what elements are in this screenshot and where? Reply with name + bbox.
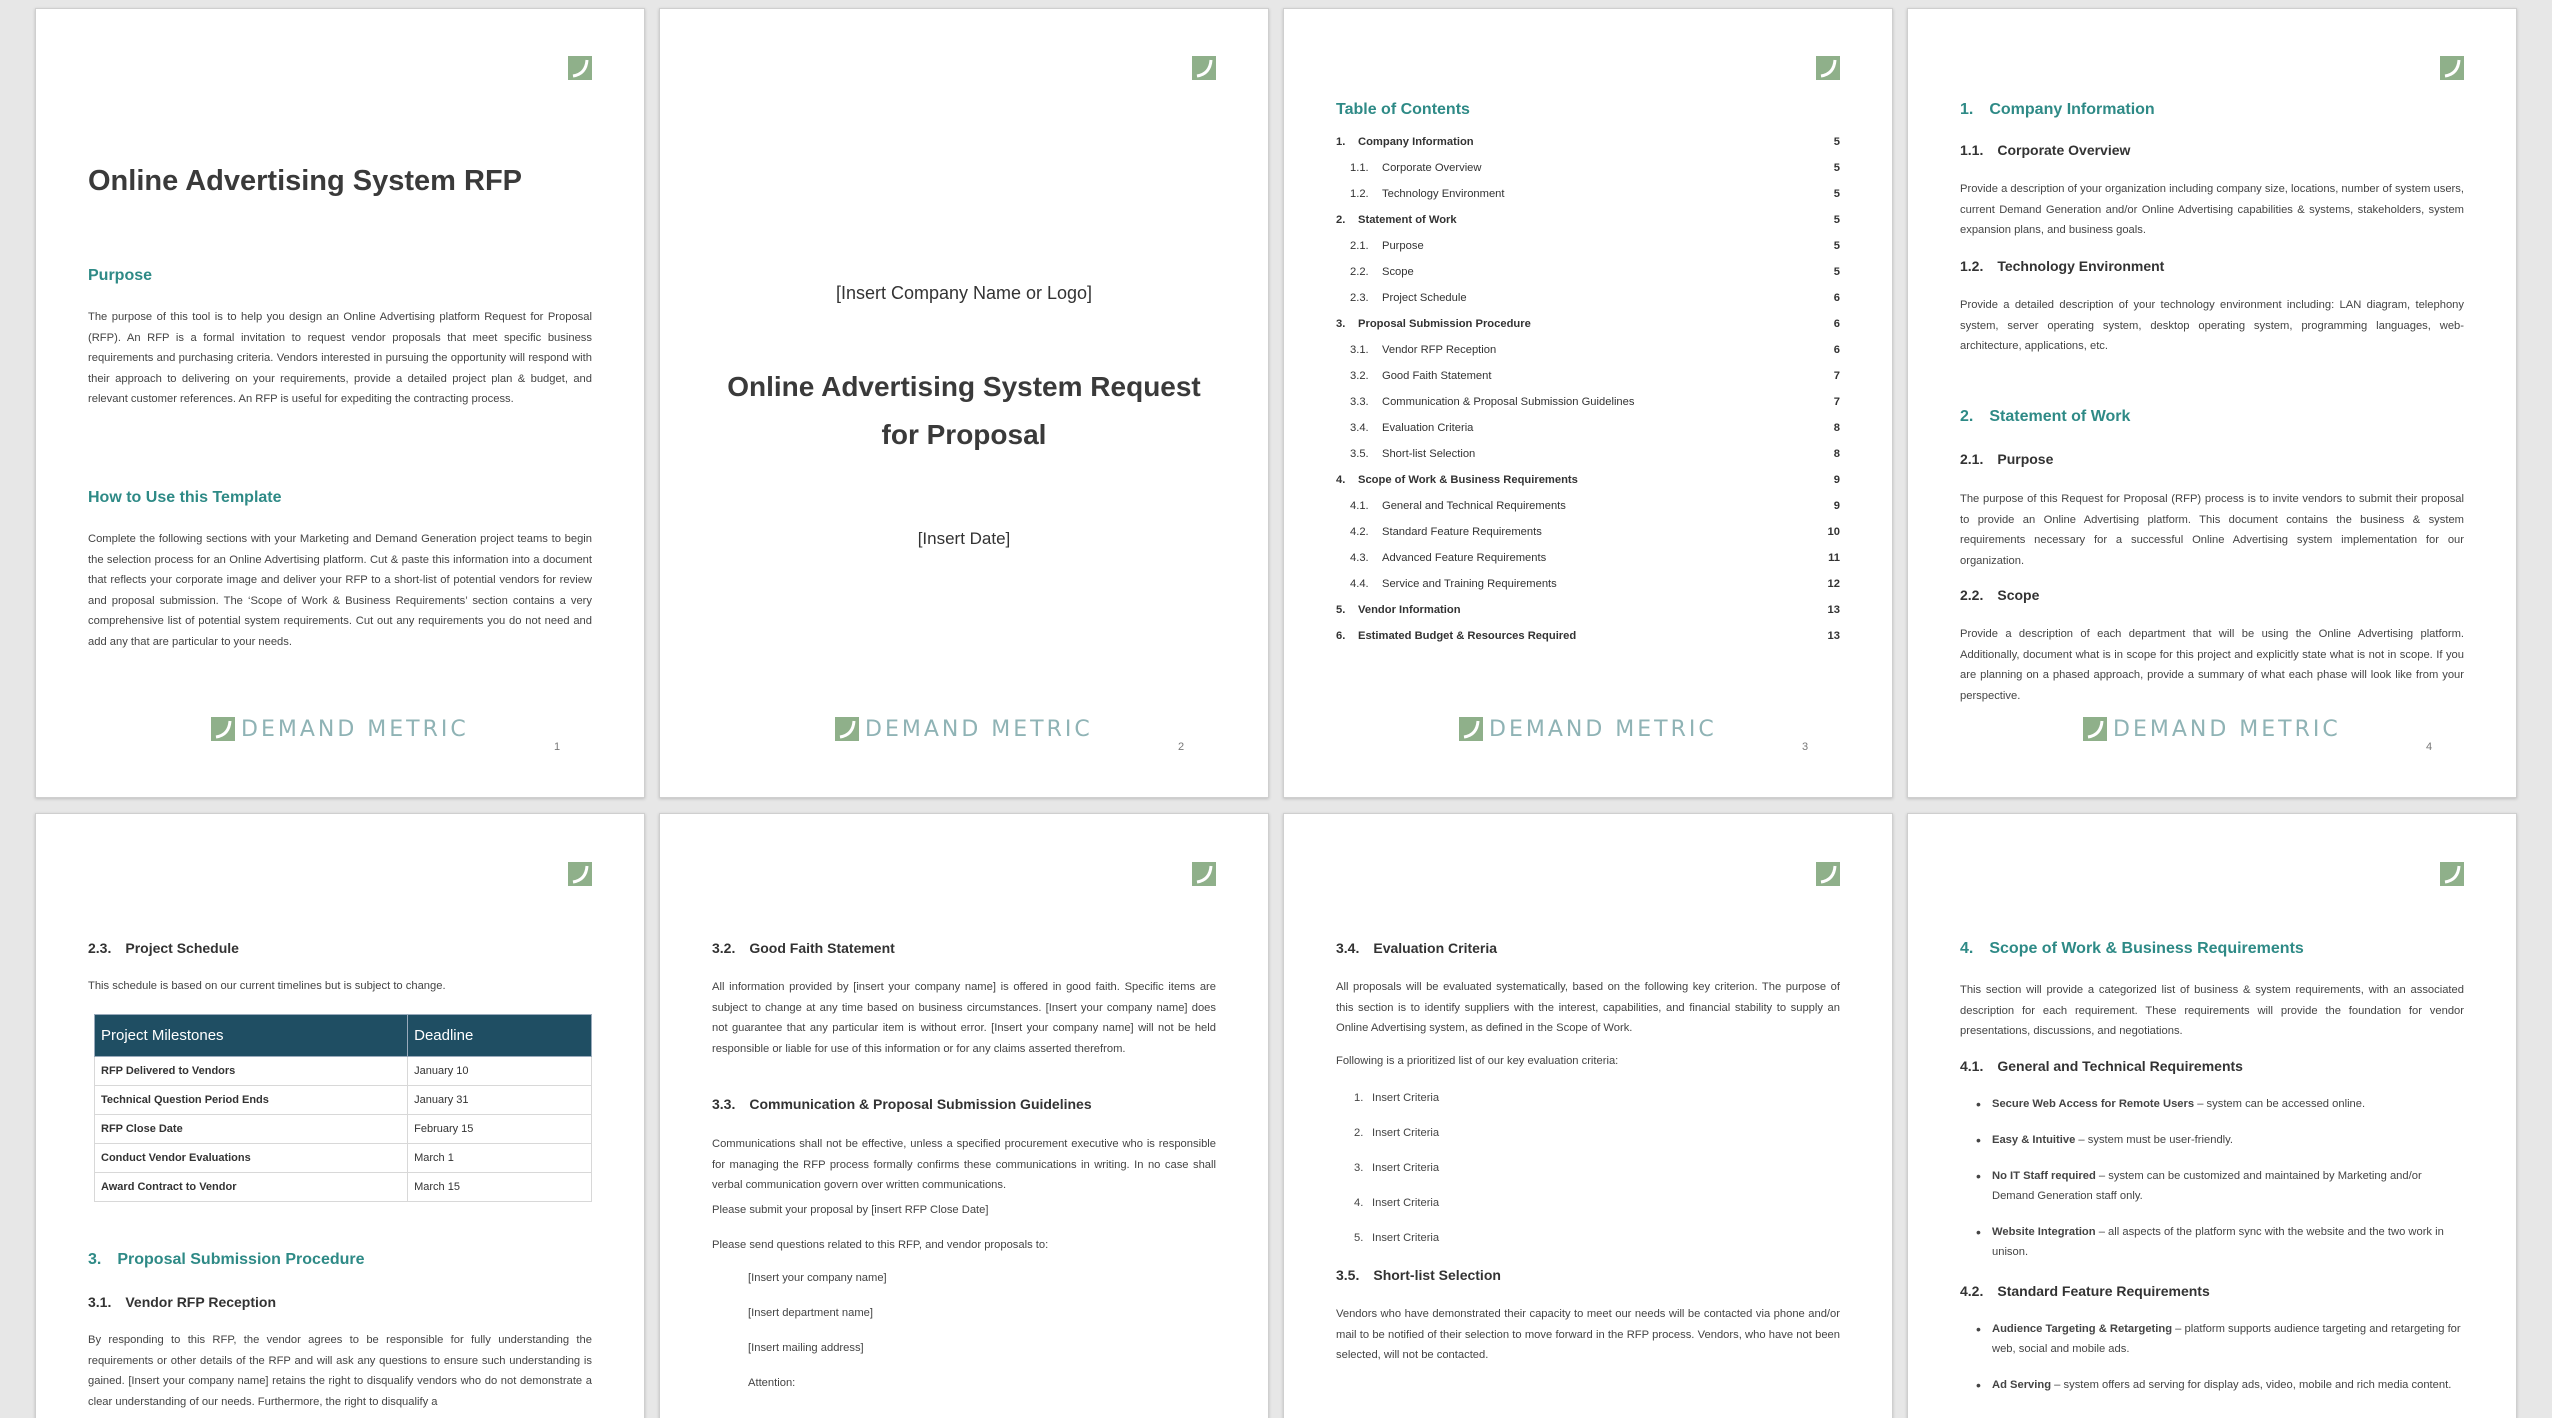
toc-entry-page: 8 — [1833, 422, 1840, 434]
toc-entry-page: 6 — [1833, 344, 1840, 356]
toc-entry-page: 5 — [1833, 136, 1840, 148]
demand-metric-logo-icon — [2440, 862, 2464, 886]
toc-entry-label: 3.2. Good Faith Statement — [1350, 370, 1492, 382]
toc-entry-label: 4.3. Advanced Feature Requirements — [1350, 552, 1547, 564]
toc-entry[interactable] — [1336, 493, 1840, 519]
purpose-text: The purpose of this tool is to help you design an Online Advertising platform Request for Proposal (RFP). An RFP is a formal invitation to request vendor proposals that meet specific business requirements and purchasing criteria. Vendors interested in pursuing the opportunity will respond with their approach to delivering on your requirements, provide a detailed project plan & budget, and relevant customer references. An RFP is useful for expediting the contracting process. — [88, 311, 592, 405]
list-item: • No IT Staff required – system can be customized and maintained by Marketing and/or Demand Generation staff only. — [1974, 1166, 2464, 1206]
toc-entry-label: 1. Company Information — [1336, 136, 1474, 148]
communication-text: Communications shall not be effective, unless a specified procurement executive who is responsible for managing the RFP process formally confirms these communications in writing. In no case shall verbal communication govern over written communications. — [712, 1138, 1216, 1191]
list-item: 2. Insert Criteria — [1354, 1126, 1440, 1139]
corporate-text: Provide a description of your organization including company size, locations, number of system users, current Demand Generation and/or Online Advertising capabilities & systems, stakeholders, system expansion plans, and business goals. — [1960, 183, 2464, 236]
table-header: Deadline — [408, 1015, 592, 1057]
toc-entry[interactable] — [1336, 285, 1840, 311]
heading-vendor-reception: 3.1. Vendor RFP Reception — [88, 1294, 277, 1310]
heading-project-schedule: 2.3. Project Schedule — [88, 940, 239, 956]
toc-entry[interactable] — [1336, 233, 1840, 259]
toc-entry-page: 9 — [1833, 474, 1840, 486]
toc-entry-label: 2.1. Purpose — [1350, 240, 1424, 252]
toc-entry-page: 7 — [1833, 396, 1840, 408]
list-item: • Website Integration – all aspects of the platform sync with the website and the two work in unison. — [1974, 1222, 2464, 1262]
toc-entry-label: 4.2. Standard Feature Requirements — [1350, 526, 1542, 538]
toc-entry-label: 2. Statement of Work — [1336, 214, 1457, 226]
page-number: 3 — [1802, 741, 1809, 753]
demand-metric-logo-icon — [211, 717, 235, 741]
milestones-table — [94, 1014, 592, 1202]
heading-communication-guidelines: 3.3. Communication & Proposal Submission Guidelines — [712, 1096, 1092, 1112]
heading-scope: 2.2. Scope — [1960, 587, 2040, 603]
heading-evaluation-criteria: 3.4. Evaluation Criteria — [1336, 940, 1498, 956]
table-row: RFP Close Date February 15 — [95, 1115, 592, 1144]
table-row: Conduct Vendor Evaluations March 1 — [95, 1144, 592, 1173]
document-title: Online Advertising System RFP — [88, 165, 523, 197]
list-item: • Secure Web Access for Remote Users – system can be accessed online. — [1974, 1094, 2464, 1114]
brand-wordmark: DEMAND METRIC — [2113, 716, 2341, 742]
document-page-1[interactable] — [35, 8, 645, 798]
toc-entry-page: 5 — [1833, 188, 1840, 200]
heading-general-technical: 4.1. General and Technical Requirements — [1960, 1058, 2243, 1074]
toc-entry-label: 1.1. Corporate Overview — [1350, 162, 1482, 174]
heading-statement-of-work: 2. Statement of Work — [1960, 408, 2131, 425]
address-block — [712, 1260, 1216, 1400]
toc-entry-page: 5 — [1833, 214, 1840, 226]
cover-title-line1: Online Advertising System Request — [727, 371, 1201, 402]
page-number: 4 — [2426, 741, 2433, 753]
toc-entry-page: 7 — [1833, 370, 1840, 382]
toc-entry[interactable] — [1336, 311, 1840, 337]
criteria-list — [1336, 1080, 1840, 1255]
toc-entry-page: 9 — [1833, 500, 1840, 512]
toc-entry-label: 6. Estimated Budget & Resources Required — [1336, 630, 1577, 642]
toc-entry[interactable] — [1336, 623, 1840, 649]
heading-standard-features: 4.2. Standard Feature Requirements — [1960, 1283, 2210, 1299]
brand-wordmark: DEMAND METRIC — [241, 716, 469, 742]
table-of-contents — [1336, 129, 1840, 649]
toc-entry-label: 3.1. Vendor RFP Reception — [1350, 344, 1497, 356]
list-item: • Ad Serving – system offers ad serving for display ads, video, mobile and rich media content. — [1974, 1375, 2464, 1395]
toc-entry[interactable] — [1336, 415, 1840, 441]
toc-entry[interactable] — [1336, 207, 1840, 233]
table-row: Award Contract to Vendor March 15 — [95, 1173, 592, 1202]
toc-entry-label: 4.4. Service and Training Requirements — [1350, 578, 1557, 590]
toc-entry[interactable] — [1336, 467, 1840, 493]
toc-entry-page: 8 — [1833, 448, 1840, 460]
address-line: [Insert department name] — [748, 1306, 873, 1319]
demand-metric-logo-icon — [1816, 862, 1840, 886]
toc-entry[interactable] — [1336, 441, 1840, 467]
address-line: [Insert your company name] — [748, 1271, 887, 1284]
brand-wordmark: DEMAND METRIC — [865, 716, 1093, 742]
demand-metric-logo-icon — [1192, 56, 1216, 80]
document-page-2[interactable] — [659, 8, 1269, 798]
footer-logo — [211, 715, 469, 743]
toc-entry-page: 10 — [1827, 526, 1840, 538]
heading-purpose: 2.1. Purpose — [1960, 451, 2054, 467]
toc-entry[interactable] — [1336, 597, 1840, 623]
purpose-heading: Purpose — [88, 267, 153, 284]
toc-entry-page: 5 — [1833, 266, 1840, 278]
date-placeholder: [Insert Date] — [917, 529, 1011, 548]
questions-text: Please send questions related to this RFP, and vendor proposals to: — [712, 1239, 1049, 1251]
toc-entry-page: 6 — [1833, 292, 1840, 304]
demand-metric-logo-icon — [1192, 862, 1216, 886]
reception-text: By responding to this RFP, the vendor agrees to be responsible for fully understanding the requirements or other details of the RFP and will ask any questions to ensure such understanding is gained. [Insert your company name] retains the right to disqualify vendors who do not demonstrate a clear understanding of our needs. Furthermore, the right to disqualify a — [88, 1334, 592, 1408]
cover-title-line2: for Proposal — [881, 419, 1047, 450]
toc-entry-label: 3.3. Communication & Proposal Submission Guidelines — [1350, 396, 1635, 408]
toc-entry-label: 3.5. Short-list Selection — [1350, 448, 1476, 460]
company-placeholder: [Insert Company Name or Logo] — [835, 283, 1093, 303]
criteria-intro: Following is a prioritized list of our key evaluation criteria: — [1336, 1055, 1619, 1067]
tech-text: Provide a detailed description of your technology environment including: LAN diagram, telephony system, server operating system, desktop operating system, programming languages, web-architecture, applications, etc. — [1960, 299, 2464, 352]
howto-heading: How to Use this Template — [88, 489, 282, 506]
evaluation-text: All proposals will be evaluated systematically, based on the following key criterion. The purpose of this section is to identify suppliers with the interest, capabilities, and financial stability to supply an Online Advertising system, as defined in the Scope of Work. — [1336, 981, 1840, 1034]
demand-metric-logo-icon — [568, 56, 592, 80]
page-number: 1 — [554, 741, 561, 753]
demand-metric-logo-icon — [2083, 717, 2107, 741]
footer-logo — [835, 715, 1093, 743]
goodfaith-text: All information provided by [insert your company name] is offered in good faith. Specific items are subject to change at any time based on business circumstances. [Insert your company name] does not guarantee that any particular item is without error. [Insert your company name] will not be held responsible or liable for use of this information or for any claims asserted therefrom. — [712, 981, 1216, 1055]
toc-entry-label: 2.3. Project Schedule — [1350, 292, 1467, 304]
heading-company-information: 1. Company Information — [1960, 101, 2155, 118]
toc-entry-label: 3.4. Evaluation Criteria — [1350, 422, 1474, 434]
toc-entry[interactable] — [1336, 155, 1840, 181]
demand-metric-logo-icon — [568, 862, 592, 886]
table-row: RFP Delivered to Vendors January 10 — [95, 1057, 592, 1086]
shortlist-text: Vendors who have demonstrated their capacity to meet our needs will be contacted via phone and/or mail to be notified of their selection to move forward in the RFP process. Vendors, who have not been selected, will not be contacted. — [1336, 1308, 1840, 1361]
list-item: 4. Insert Criteria — [1354, 1196, 1440, 1209]
document-page-4[interactable] — [1907, 8, 2517, 798]
toc-entry-page: 11 — [1828, 552, 1840, 564]
toc-entry-label: 4. Scope of Work & Business Requirements — [1336, 474, 1578, 486]
toc-entry-label: 5. Vendor Information — [1336, 604, 1461, 616]
toc-entry[interactable] — [1336, 545, 1840, 571]
purpose-text: The purpose of this Request for Proposal (RFP) process is to invite vendors to submit their proposal to provide an Online Advertising platform. This document contains the business & system requirements necessary for a successful Online Advertising system implementation for our organization. — [1960, 493, 2464, 567]
toc-entry[interactable] — [1336, 259, 1840, 285]
submit-text: Please submit your proposal by [insert RFP Close Date] — [712, 1204, 989, 1216]
page-number: 2 — [1178, 741, 1185, 753]
heading-shortlist-selection: 3.5. Short-list Selection — [1336, 1267, 1501, 1283]
demand-metric-logo-icon — [835, 717, 859, 741]
document-page-7[interactable] — [1283, 813, 1893, 1418]
list-item: 1. Insert Criteria — [1354, 1091, 1440, 1104]
scope-text: This section will provide a categorized list of business & system requirements, with an associated description for each requirement. These requirements will provide the foundation for vendor presentations, discussions, and negotiations. — [1960, 984, 2464, 1037]
toc-entry[interactable] — [1336, 337, 1840, 363]
table-row: Technical Question Period Ends January 31 — [95, 1086, 592, 1115]
toc-entry-page: 5 — [1833, 162, 1840, 174]
toc-entry-page: 12 — [1827, 578, 1840, 590]
toc-entry-page: 13 — [1827, 604, 1840, 616]
schedule-text: This schedule is based on our current timelines but is subject to change. — [88, 980, 446, 992]
demand-metric-logo-icon — [2440, 56, 2464, 80]
toc-heading: Table of Contents — [1336, 101, 1470, 118]
address-line: Attention: — [748, 1376, 796, 1389]
list-item: 3. Insert Criteria — [1354, 1161, 1440, 1174]
toc-entry[interactable] — [1336, 519, 1840, 545]
document-page-6[interactable] — [659, 813, 1269, 1418]
heading-good-faith: 3.2. Good Faith Statement — [712, 940, 895, 956]
document-page-8[interactable] — [1907, 813, 2517, 1418]
toc-entry-page: 5 — [1833, 240, 1840, 252]
footer-logo — [1459, 715, 1717, 743]
brand-wordmark: DEMAND METRIC — [1489, 716, 1717, 742]
general-requirements-list — [1974, 1094, 2464, 1262]
heading-technology-environment: 1.2. Technology Environment — [1960, 258, 2165, 274]
list-item: • Easy & Intuitive – system must be user-friendly. — [1974, 1130, 2464, 1150]
table-header: Project Milestones — [95, 1015, 408, 1057]
heading-scope-of-work: 4. Scope of Work & Business Requirements — [1960, 940, 2304, 957]
list-item: • Audience Targeting & Retargeting – platform supports audience targeting and retargeting for web, social and mobile ads. — [1974, 1319, 2464, 1359]
toc-entry[interactable] — [1336, 389, 1840, 415]
toc-entry[interactable] — [1336, 129, 1840, 155]
document-page-5[interactable] — [35, 813, 645, 1418]
toc-entry-label: 2.2. Scope — [1350, 266, 1414, 278]
list-item: 5. Insert Criteria — [1354, 1231, 1440, 1244]
toc-entry[interactable] — [1336, 181, 1840, 207]
scope-text: Provide a description of each department that will be using the Online Advertising platform. Additionally, document what is in scope for this project and explicitly state what is not in scope. If you are planning on a phased approach, provide a summary of what each phase will look like from your perspective. — [1960, 628, 2464, 702]
toc-entry-label: 4.1. General and Technical Requirements — [1350, 500, 1566, 512]
toc-entry[interactable] — [1336, 363, 1840, 389]
demand-metric-logo-icon — [1816, 56, 1840, 80]
toc-entry-label: 1.2. Technology Environment — [1350, 188, 1505, 200]
toc-entry-page: 6 — [1833, 318, 1840, 330]
footer-logo — [2083, 715, 2341, 743]
standard-requirements-list — [1974, 1319, 2464, 1395]
howto-text: Complete the following sections with your Marketing and Demand Generation project teams to begin the selection process for an Online Advertising platform. Cut & paste this information into a document that reflects your corporate image and deliver your RFP to a short-list of potential vendors for review and proposal submission. The ‘Scope of Work & Business Requirements’ section contains a very comprehensive list of potential system requirements. Cut out any requirements you do not need and add any that are particular to your needs. — [88, 533, 592, 648]
document-page-3[interactable] — [1283, 8, 1893, 798]
heading-proposal-submission: 3. Proposal Submission Procedure — [88, 1251, 365, 1268]
toc-entry-label: 3. Proposal Submission Procedure — [1336, 318, 1531, 330]
toc-entry-page: 13 — [1827, 630, 1840, 642]
toc-entry[interactable] — [1336, 571, 1840, 597]
heading-corporate-overview: 1.1. Corporate Overview — [1960, 142, 2131, 158]
demand-metric-logo-icon — [1459, 717, 1483, 741]
address-line: [Insert mailing address] — [748, 1341, 864, 1354]
